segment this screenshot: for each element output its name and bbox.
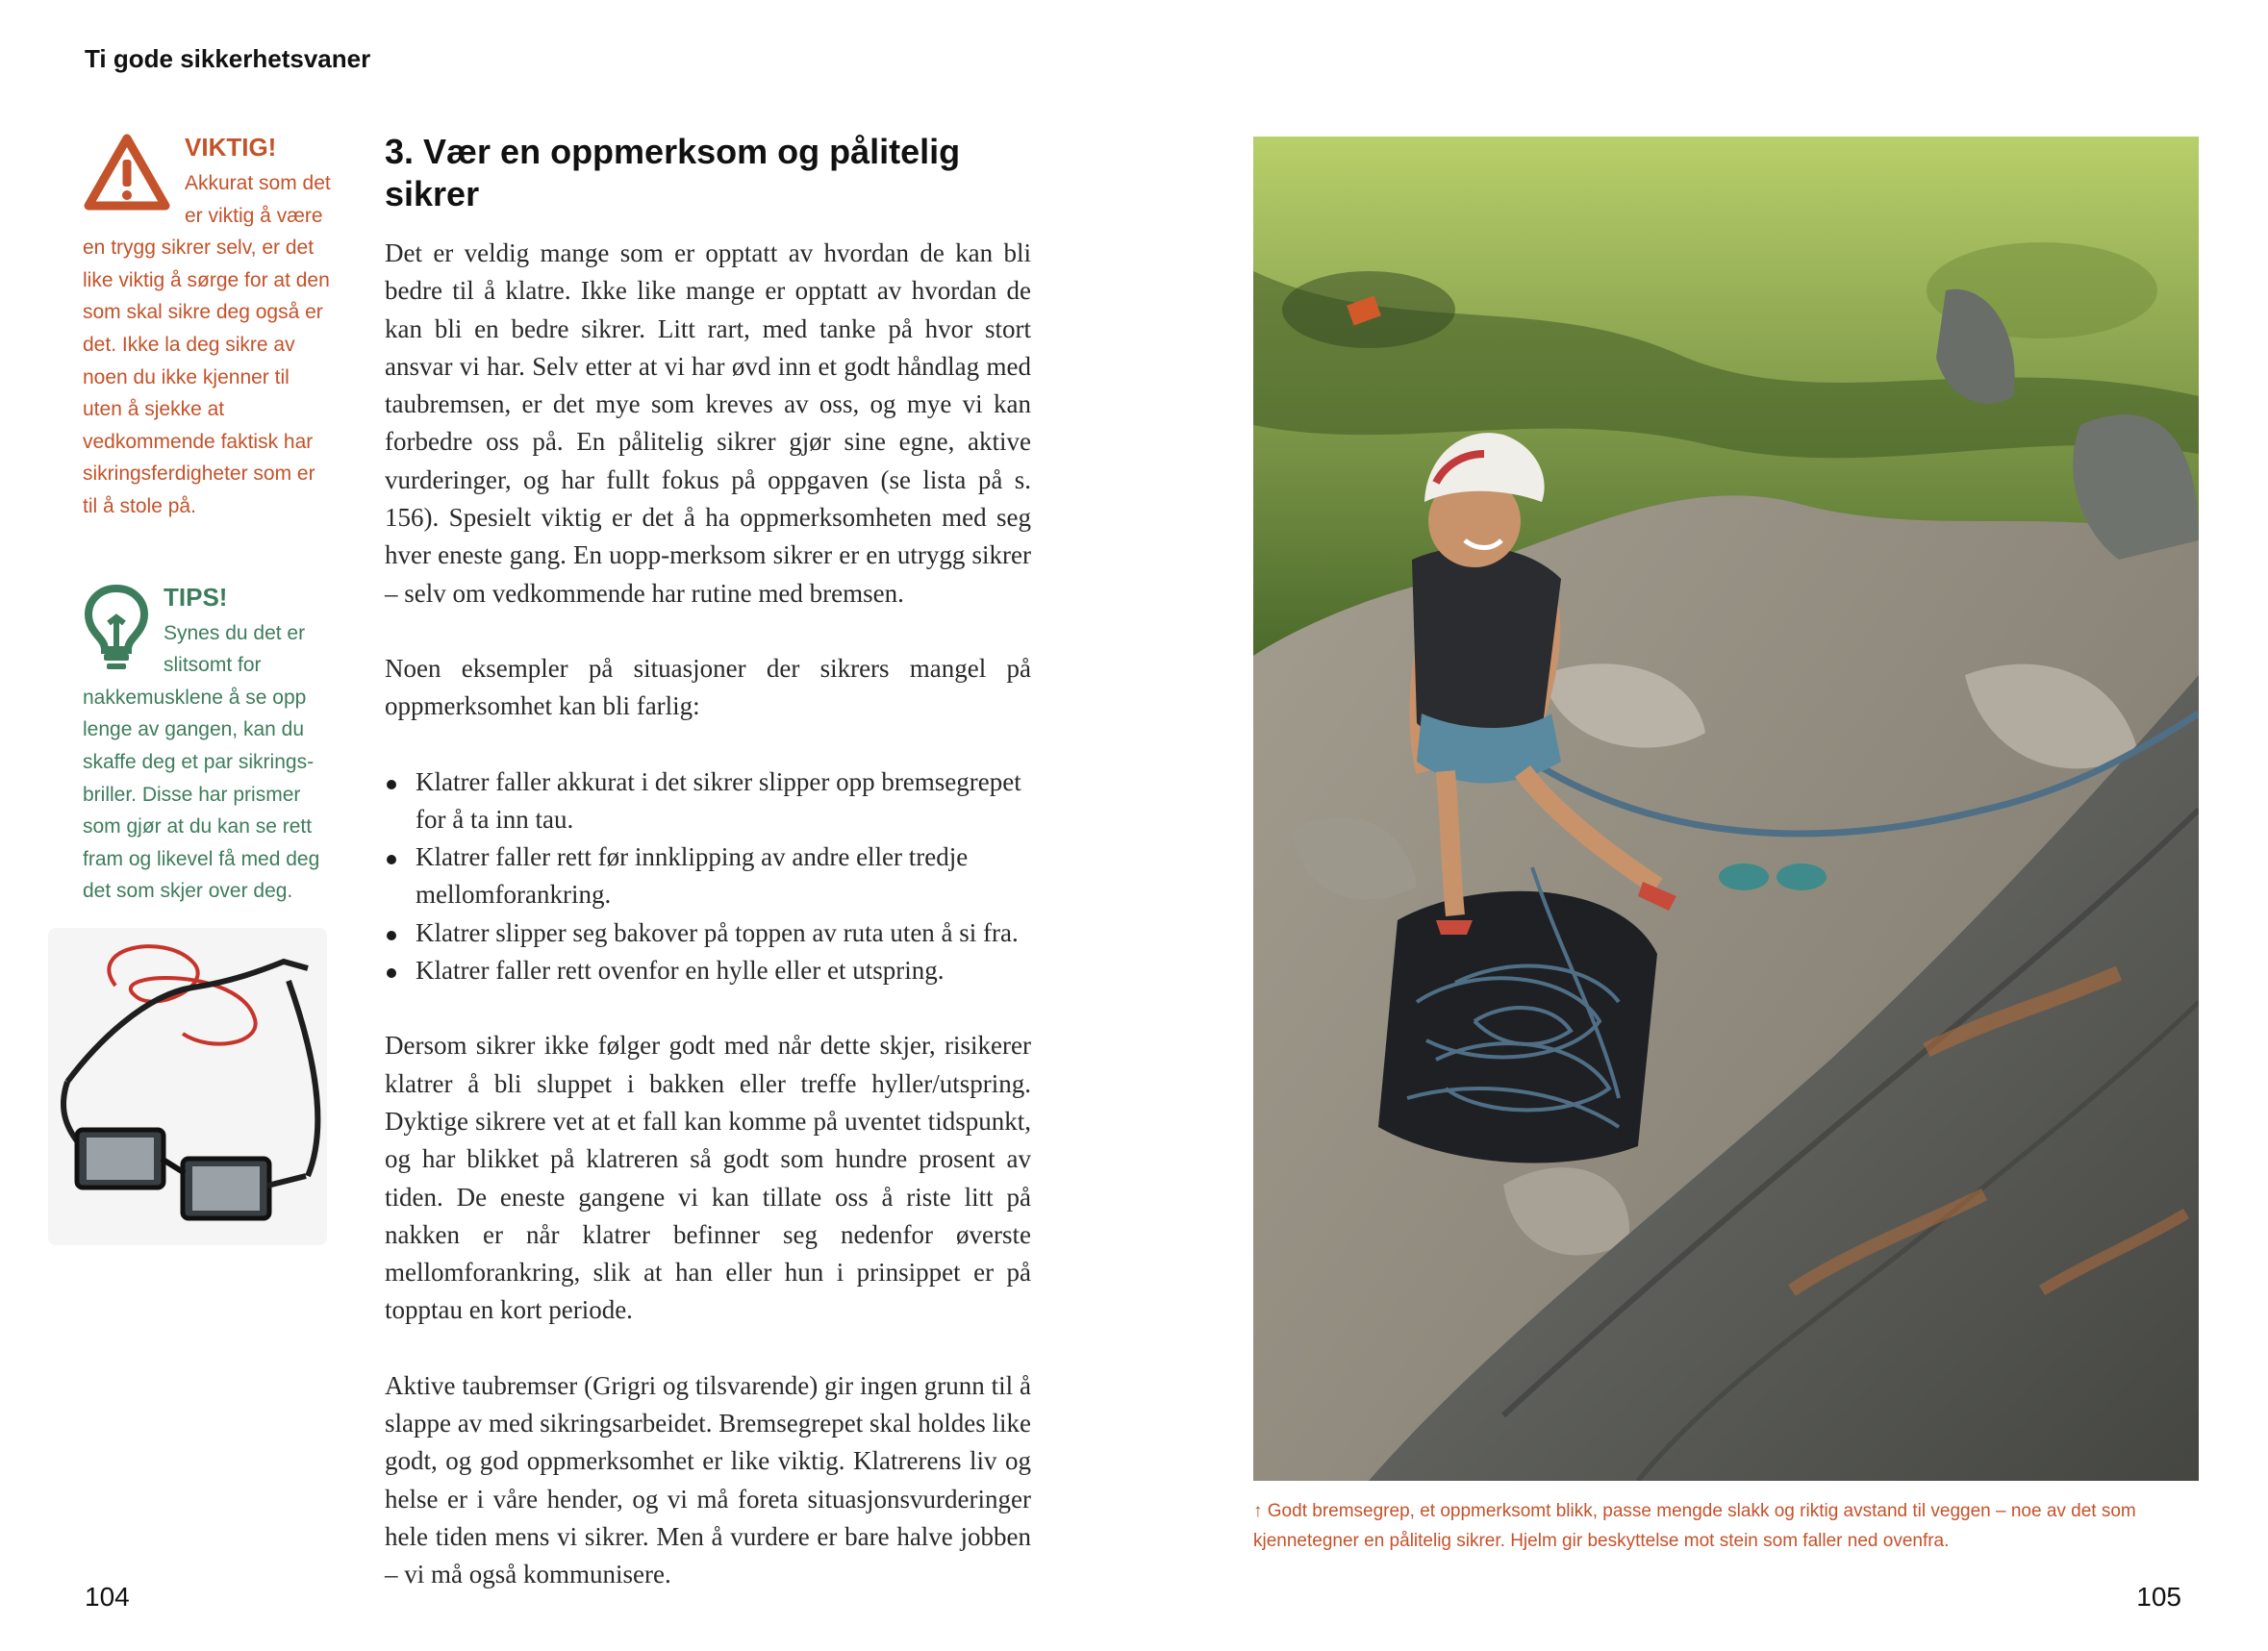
paragraph-1: Det er veldig mange som er opptatt av hvordan de kan bli bedre til å klatre. Ikke like mange er opptatt av hvordan de kan bli en bedre sikrer. Litt rart, med tanke på hvor stort ansvar vi har. Selv etter at vi har øvd inn et godt håndlag med taubremsen, er det mye som kreves av oss, og mye vi kan forbedre oss på. En pålitelig sikrer gjør sine egne, aktive vurderinger, og har fullt fokus på oppgaven (se lista på s. 156). Spesielt viktig er det å ha oppmerksomheten med seg hver eneste gang. En uopp-merksom sikrer er en utrygg sikrer – selv om vedkommende har rutine med bremsen. (385, 238, 1031, 608)
tips-heading: TIPS! (164, 582, 228, 612)
paragraph-2: Noen eksempler på situasjoner der sikrers mangel på oppmerksomhet kan bli farlig: (385, 653, 1031, 721)
section-heading: 3. Vær en oppmerksom og pålitelig sikrer (385, 132, 961, 213)
belay-glasses-image (48, 928, 327, 1245)
warning-box (83, 131, 333, 523)
warning-triangle-icon (83, 133, 171, 212)
list-item: Klatrer slipper seg bakover på toppen av ruta uten å si fra. (385, 914, 1031, 952)
tips-box (83, 581, 333, 908)
main-article (385, 131, 1031, 1632)
sidebar (83, 131, 333, 908)
photo-caption (1253, 1496, 2205, 1556)
list-item: Klatrer faller akkurat i det sikrer slipper opp bremsegrepet for å ta inn tau. (385, 763, 1031, 839)
warning-heading: VIKTIG! (185, 133, 277, 162)
tips-body: Synes du det er slitsomt for nakkemusklene å se opp lenge av gangen, kan du skaffe deg et par sikrings-briller. Disse har prismer som gjør at du kan se rett fram og likevel få med deg det som skjer over deg. (83, 621, 320, 903)
arrow-up-icon: ↑ (1253, 1501, 1263, 1521)
page-number-left: 104 (85, 1582, 130, 1612)
list-item: Klatrer faller rett ovenfor en hylle eller et utspring. (385, 952, 1031, 989)
page-number-right: 105 (2136, 1582, 2181, 1612)
paragraph-3: Dersom sikrer ikke følger godt med når dette skjer, risikerer klatrer å bli sluppet i bakken eller treffe hyller/utspring. Dyktige sikrere vet at et fall kan komme på uventet tidspunkt, og har blikket på klatreren så godt som hundre prosent av tiden. De eneste gangene vi kan tillate oss å riste litt på nakken er når klatrer befinner seg nedenfor øverste mellomforankring, slik at han eller hun i prinsippet er på topptau en kort periode. (385, 1031, 1031, 1325)
paragraph-4: Aktive taubremser (Grigri og tilsvarende) gir ingen grunn til å slappe av med sikringsarbeidet. Bremsegrepet skal holdes like godt, og god oppmerksomhet er like viktig. Klatrerens liv og helse er i våre hender, og vi må foreta situasjonsvurderinger hele tiden mens vi sikrer. Men å vurdere er bare halve jobben – vi må også kommunisere. (385, 1370, 1031, 1589)
list-item: Klatrer faller rett før innklipping av andre eller tredje mellomforankring. (385, 838, 1031, 914)
running-head: Ti gode sikkerhetsvaner (85, 44, 371, 73)
lightbulb-icon (83, 583, 150, 671)
belayer-photo (1253, 137, 2199, 1481)
bullet-list (385, 763, 1031, 990)
caption-text: Godt bremsegrep, et oppmerksomt blikk, passe mengde slakk og riktig avstand til veggen – noe av det som kjennetegner en pålitelig sikrer. Hjelm gir beskyttelse mot stein som faller ned ovenfra. (1253, 1501, 2136, 1551)
warning-body: Akkurat som det er viktig å være en trygg sikrer selv, er det like viktig å sørge for at den som skal sikre deg også er det. Ikke la deg sikre av noen du ikke kjenner til uten å sjekke at vedkommende faktisk har sikringsferdigheter som er til å stole på. (83, 172, 331, 517)
